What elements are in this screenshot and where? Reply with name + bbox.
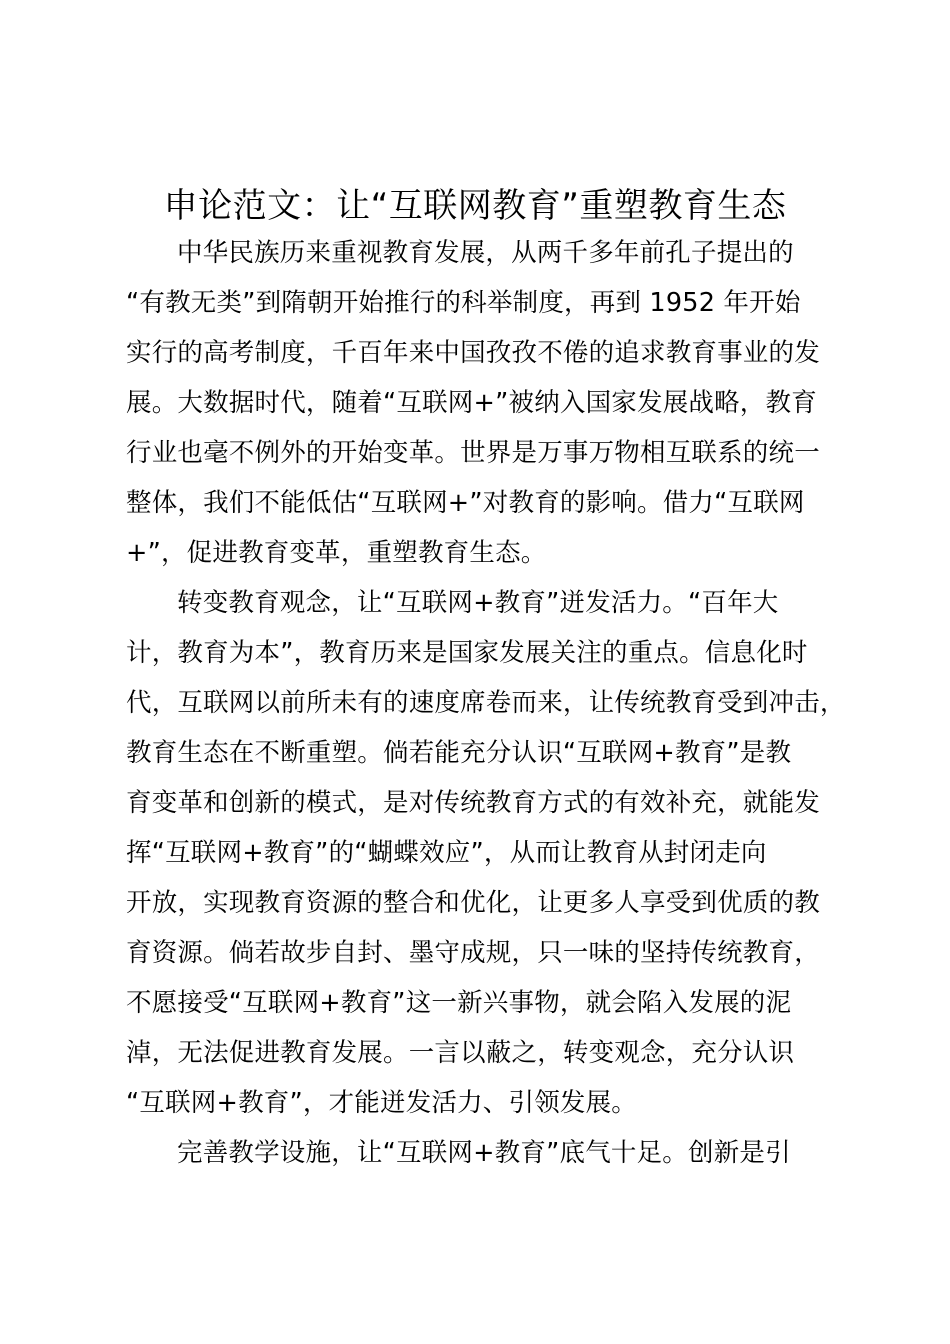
paragraph-line: 代，互联网以前所未有的速度席卷而来，让传统教育受到冲击， [126, 688, 846, 718]
paragraph-3 [126, 1128, 866, 1178]
paragraph-line: 开放，实现教育资源的整合和优化，让更多人享受到优质的教 [126, 888, 820, 918]
document-title: 申论范文：让“互联网教育”重塑教育生态 [163, 186, 787, 226]
paragraph-line: 行业也毫不例外的开始变革。世界是万事万物相互联系的统一 [126, 438, 820, 468]
paragraph-2 [126, 578, 866, 1128]
paragraph-line: 教育生态在不断重塑。倘若能充分认识“互联网+教育”是教 [126, 738, 792, 768]
paragraph-line: 计，教育为本”，教育历来是国家发展关注的重点。信息化时 [126, 638, 808, 668]
paragraph-line: 整体，我们不能低估“互联网+”对教育的影响。借力“互联网 [126, 488, 805, 518]
paragraph-line: 完善教学设施，让“互联网+教育”底气十足。创新是引 [177, 1138, 791, 1168]
paragraph-1 [126, 228, 866, 578]
paragraph-line: 中华民族历来重视教育发展，从两千多年前孔子提出的 [177, 238, 794, 268]
paragraph-line: “有教无类”到隋朝开始推行的科举制度，再到 1952 年开始 [126, 288, 801, 318]
paragraph-line: 转变教育观念，让“互联网+教育”迸发活力。“百年大 [177, 588, 779, 618]
paragraph-line: 挥“互联网+教育”的“蝴蝶效应”，从而让教育从封闭走向 [126, 838, 767, 868]
paragraph-line: 展。大数据时代，随着“互联网+”被纳入国家发展战略，教育 [126, 388, 817, 418]
document-body [126, 228, 866, 1178]
paragraph-line: 育资源。倘若故步自封、墨守成规，只一味的坚持传统教育， [126, 938, 820, 968]
paragraph-line: “互联网+教育”，才能迸发活力、引领发展。 [126, 1088, 637, 1118]
paragraph-line: 淖，无法促进教育发展。一言以蔽之，转变观念，充分认识 [126, 1038, 795, 1068]
paragraph-line: 不愿接受“互联网+教育”这一新兴事物，就会陷入发展的泥 [126, 988, 792, 1018]
paragraph-line: 实行的高考制度，千百年来中国孜孜不倦的追求教育事业的发 [126, 338, 820, 368]
paragraph-line: +”，促进教育变革，重塑教育生态。 [126, 538, 547, 568]
paragraph-line: 育变革和创新的模式，是对传统教育方式的有效补充，就能发 [126, 788, 820, 818]
